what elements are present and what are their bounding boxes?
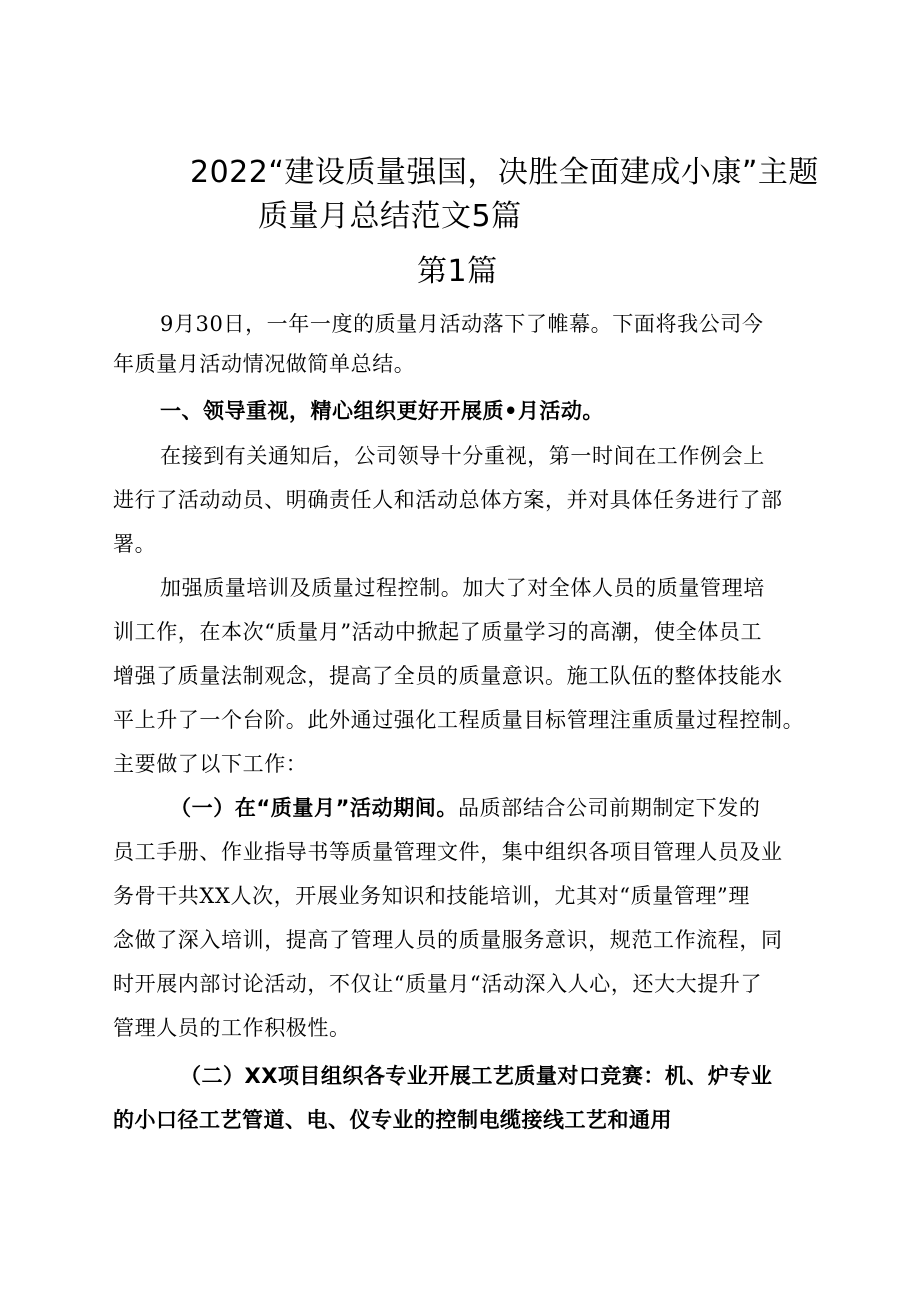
paragraph-4-line-6: 管理人员的工作积极性。 xyxy=(113,1016,351,1040)
document-title-line-2: 质量月总结范文5篇 xyxy=(258,199,522,234)
paragraph-2-line-1: 在接到有关通知后，公司领导十分重视，第一时间在工作例会上 xyxy=(160,444,765,468)
paragraph-3-line-2: 训工作，在本次“质量月”活动中掀起了质量学习的高潮，使全体员工 xyxy=(113,620,763,644)
paragraph-3-line-5: 主要做了以下工作： xyxy=(113,752,308,776)
document-title-line-1: 2022“建设质量强国，决胜全面建成小康”主题 xyxy=(190,155,819,190)
subheading-1: （一）在“质量月”活动期间。 xyxy=(170,796,459,820)
subheading-2-line-1: （二）XX项目组织各专业开展工艺质量对口竞赛：机、炉专业 xyxy=(180,1064,773,1088)
section-heading-part-1: 第1篇 xyxy=(417,254,498,289)
subheading-2-line-2: 的小口径工艺管道、电、仪专业的控制电缆接线工艺和通用 xyxy=(113,1108,672,1132)
heading-1: 一、领导重视，精心组织更好开展质•月活动。 xyxy=(160,399,604,423)
paragraph-3-line-1: 加强质量培训及质量过程控制。加大了对全体人员的质量管理培 xyxy=(160,576,765,600)
paragraph-3-line-4: 平上升了一个台阶。此外通过强化工程质量目标管理注重质量过程控制。 xyxy=(113,708,805,732)
paragraph-4-line-5: 时开展内部讨论活动，不仅让“质量月“活动深入人心，还大大提升了 xyxy=(113,972,763,996)
paragraph-4-line-1-text: 品质部结合公司前期制定下发的 xyxy=(458,796,761,820)
paragraph-1-line-1: 9月30日，一年一度的质量月活动落下了帷幕。下面将我公司今 xyxy=(160,312,764,336)
paragraph-2-line-2: 进行了活动动员、明确责任人和活动总体方案，并对具体任务进行了部 xyxy=(113,488,783,512)
paragraph-1-line-2: 年质量月活动情况做简单总结。 xyxy=(113,352,416,376)
paragraph-4-line-2: 员工手册、作业指导书等质量管理文件，集中组织各项目管理人员及业 xyxy=(113,840,783,864)
paragraph-4-line-3: 务骨干共XX人次，开展业务知识和技能培训，尤其对“质量管理”理 xyxy=(113,884,750,908)
paragraph-4-line-1 xyxy=(170,793,760,823)
paragraph-2-line-3: 署。 xyxy=(113,532,157,556)
paragraph-4-line-4: 念做了深入培训，提高了管理人员的质量服务意识，规范工作流程，同 xyxy=(113,928,783,952)
paragraph-3-line-3: 增强了质量法制观念，提高了全员的质量意识。施工队伍的整体技能水 xyxy=(113,664,783,688)
